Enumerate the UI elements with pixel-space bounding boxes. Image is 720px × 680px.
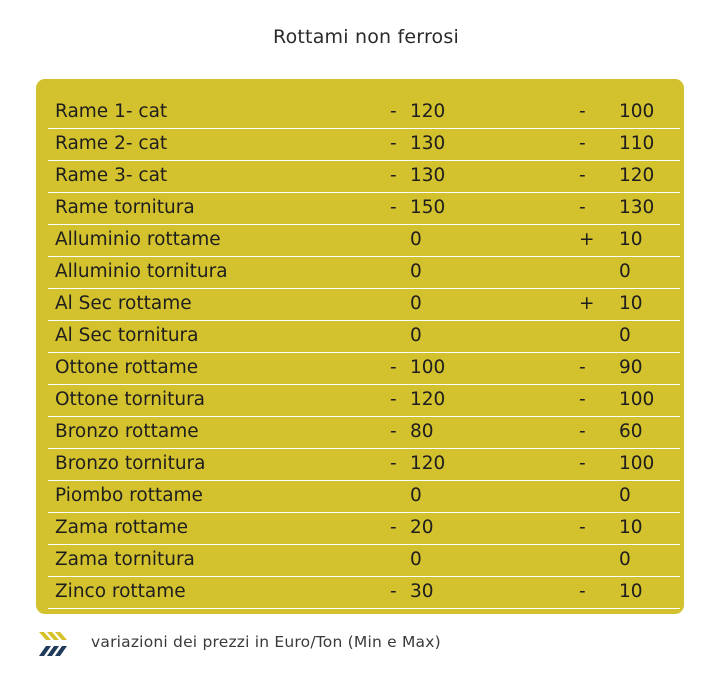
table-row [48,129,680,161]
max-sign: - [579,197,586,218]
min-value: 0 [410,261,422,282]
table-row [48,513,680,545]
min-sign: - [390,133,397,154]
material-name: Rame 2- cat [55,133,168,154]
material-name: Alluminio rottame [55,229,221,250]
footer-note: variazioni dei prezzi in Euro/Ton (Min e Max) [91,633,441,651]
min-sign: - [390,581,397,602]
min-value: 20 [410,517,434,538]
material-name: Zama tornitura [55,549,195,570]
material-name: Piombo rottame [55,485,203,506]
table-row [48,289,680,321]
max-value: 0 [619,485,631,506]
material-name: Alluminio tornitura [55,261,228,282]
page-title: Rottami non ferrosi [273,26,459,48]
table-row [48,321,680,353]
table-row [48,417,680,449]
double-chevron-logo-icon [38,628,70,660]
min-value: 120 [410,389,446,410]
min-value: 130 [410,133,446,154]
max-sign: - [579,453,586,474]
material-name: Rame 1- cat [55,101,168,122]
min-sign: - [390,389,397,410]
max-sign: + [579,293,595,314]
material-name: Bronzo rottame [55,421,199,442]
max-sign: - [579,581,586,602]
min-value: 0 [410,549,422,570]
min-value: 100 [410,357,446,378]
max-value: 90 [619,357,643,378]
max-value: 100 [619,389,655,410]
max-value: 130 [619,197,655,218]
material-name: Rame 3- cat [55,165,168,186]
min-value: 130 [410,165,446,186]
footer [38,627,698,661]
min-sign: - [390,453,397,474]
max-sign: - [579,421,586,442]
max-value: 10 [619,229,643,250]
table-row [48,257,680,289]
material-name: Ottone tornitura [55,389,206,410]
min-sign: - [390,197,397,218]
min-value: 0 [410,485,422,506]
max-value: 60 [619,421,643,442]
table-row [48,577,680,609]
material-name: Al Sec rottame [55,293,192,314]
max-value: 0 [619,549,631,570]
material-name: Al Sec tornitura [55,325,199,346]
price-table-panel [36,79,684,614]
min-value: 0 [410,229,422,250]
table-row [48,193,680,225]
max-sign: - [579,165,586,186]
max-value: 10 [619,581,643,602]
min-sign: - [390,101,397,122]
min-value: 120 [410,101,446,122]
table-row [48,97,680,129]
price-table [48,97,680,609]
material-name: Zinco rottame [55,581,186,602]
min-value: 0 [410,293,422,314]
max-value: 110 [619,133,655,154]
max-value: 100 [619,101,655,122]
max-sign: - [579,389,586,410]
min-sign: - [390,421,397,442]
table-row [48,449,680,481]
max-sign: - [579,133,586,154]
min-sign: - [390,165,397,186]
material-name: Zama rottame [55,517,189,538]
table-row [48,545,680,577]
table-row [48,353,680,385]
material-name: Rame tornitura [55,197,195,218]
max-sign: - [579,101,586,122]
min-value: 150 [410,197,446,218]
max-value: 10 [619,293,643,314]
max-value: 0 [619,325,631,346]
max-value: 0 [619,261,631,282]
min-sign: - [390,357,397,378]
table-row [48,161,680,193]
max-value: 10 [619,517,643,538]
min-value: 0 [410,325,422,346]
min-sign: - [390,517,397,538]
min-value: 120 [410,453,446,474]
max-sign: - [579,517,586,538]
table-row [48,481,680,513]
max-sign: - [579,357,586,378]
max-value: 100 [619,453,655,474]
min-value: 80 [410,421,434,442]
table-row [48,385,680,417]
material-name: Bronzo tornitura [55,453,206,474]
table-row [48,225,680,257]
min-value: 30 [410,581,434,602]
max-value: 120 [619,165,655,186]
max-sign: + [579,229,595,250]
material-name: Ottone rottame [55,357,199,378]
